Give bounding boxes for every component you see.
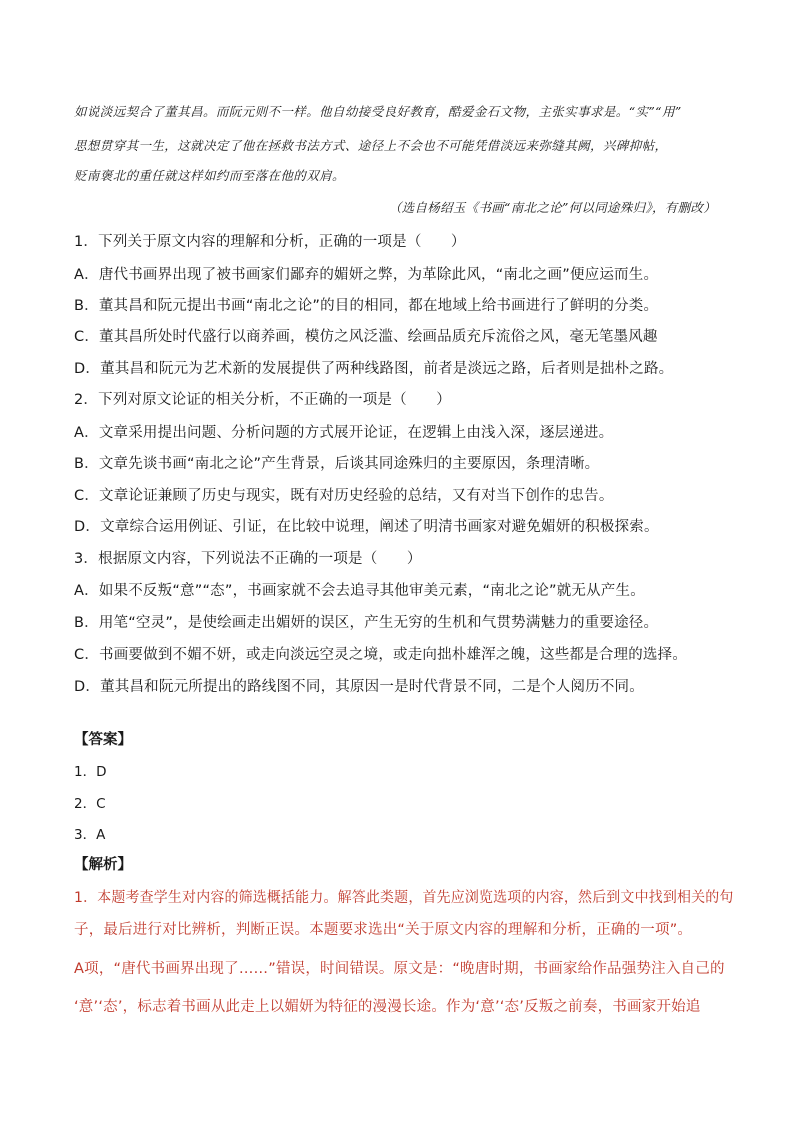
analysis-line: A项，“唐代书画界出现了……”错误，时间错误。原文是：“晚唐时期，书画家给作品强势注入自己的 — [74, 961, 725, 977]
question-option: D．董其昌和阮元所提出的路线图不同，其原因一是时代背景不同，二是个人阅历不同。 — [74, 679, 644, 695]
passage-line: 思想贯穿其一生，这就决定了他在拯救书法方式、途径上不会也不可能凭借淡远来弥缝其阙，兴碑抑帖， — [74, 138, 668, 153]
question-option: C．书画要做到不媚不妍，或走向淡远空灵之境，或走向拙朴雄浑之魄，这些都是合理的选择。 — [74, 647, 688, 663]
question-option: C．文章论证兼顾了历史与现实，既有对历史经验的总结，又有对当下创作的忠告。 — [74, 488, 614, 504]
question-option: B．董其昌和阮元提出书画“南北之论”的目的相同，都在地域上给书画进行了鲜明的分类。 — [74, 298, 659, 314]
question-stem: 1．下列关于原文内容的理解和分析，正确的一项是（ ） — [74, 234, 466, 250]
question-option: B．用笔“空灵”，是使绘画走出媚妍的误区，产生无穷的生机和气贯势满魅力的重要途径。 — [74, 615, 659, 631]
analysis-line: 1．本题考查学生对内容的筛选概括能力。解答此类题，首先应浏览选项的内容，然后到文中找到相关的句 — [74, 890, 734, 906]
question-option: D．文章综合运用例证、引证，在比较中说理，阐述了明清书画家对避免媚妍的积极探索。 — [74, 519, 659, 535]
passage-line: 贬南褒北的重任就这样如约而至落在他的双肩。 — [74, 168, 345, 183]
answer-item: 1．D — [74, 764, 107, 780]
question-option: D．董其昌和阮元为艺术新的发展提供了两种线路图，前者是淡远之路，后者则是拙朴之路。 — [74, 361, 674, 377]
analysis-heading: 【解析】 — [74, 857, 132, 873]
question-option: B．文章先谈书画“南北之论”产生背景，后谈其同途殊归的主要原因，条理清晰。 — [74, 456, 600, 472]
question-option: C．董其昌所处时代盛行以商养画，模仿之风泛滥、绘画品质充斥流俗之风，毫无笔墨风趣 — [74, 329, 658, 345]
answer-item: 3．A — [74, 827, 106, 843]
passage-source: （选自杨绍玉《书画“南北之论”何以同途殊归》，有删改） — [388, 200, 716, 215]
question-stem: 3．根据原文内容，下列说法不正确的一项是（ ） — [74, 551, 422, 567]
question-option: A．文章采用提出问题、分析问题的方式展开论证，在逻辑上由浅入深，逐层递进。 — [74, 425, 614, 441]
analysis-line: ‘意’‘态’，标志着书画从此走上以媚妍为特征的漫漫长途。作为‘意’‘态’反叛之前奏，书画家开始追 — [74, 999, 701, 1015]
answer-heading: 【答案】 — [74, 732, 132, 748]
analysis-line: 子，最后进行对比辨析，判断正误。本题要求选出“关于原文内容的理解和分析，正确的一项”。 — [74, 922, 693, 938]
question-option: A．如果不反叛“意”“态”，书画家就不会去追寻其他审美元素，“南北之论”就无从产生。 — [74, 583, 645, 599]
question-stem: 2．下列对原文论证的相关分析，不正确的一项是（ ） — [74, 392, 451, 408]
passage-line: 如说淡远契合了董其昌。而阮元则不一样。他自幼接受良好教育，酷爱金石文物，主张实事求是。“实”“用” — [74, 104, 682, 119]
question-option: A．唐代书画界出现了被书画家们鄙弃的媚妍之弊，为革除此风，“南北之画”便应运而生。 — [74, 267, 659, 283]
answer-item: 2．C — [74, 796, 106, 812]
